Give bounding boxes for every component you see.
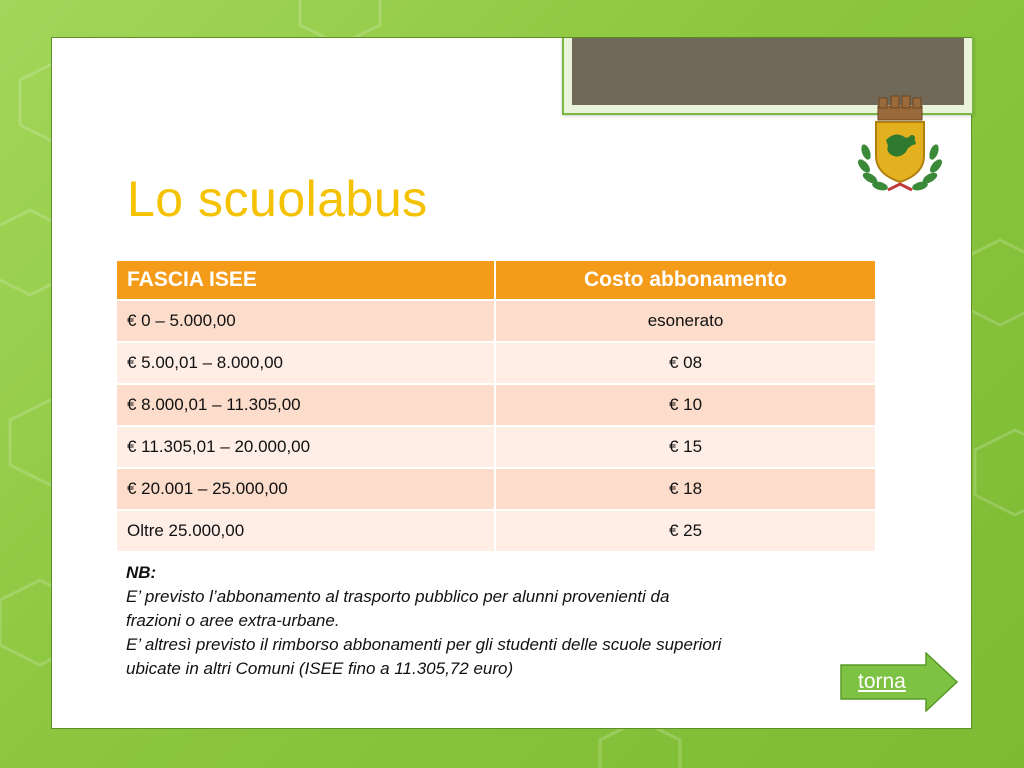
isee-fee-table <box>117 261 875 551</box>
isee-range-cell: € 11.305,01 – 20.000,00 <box>117 426 495 468</box>
note-line: frazioni o aree extra-urbane. <box>126 611 340 630</box>
isee-range-cell: Oltre 25.000,00 <box>117 510 495 551</box>
nb-note <box>126 561 896 681</box>
header-fascia-isee: FASCIA ISEE <box>117 261 495 300</box>
cost-cell: € 10 <box>495 384 875 426</box>
table-row <box>117 384 875 426</box>
table-row <box>117 300 875 342</box>
note-line: E’ previsto l’abbonamento al trasporto pubblico per alunni provenienti da <box>126 587 670 606</box>
cost-cell: € 15 <box>495 426 875 468</box>
table-row <box>117 426 875 468</box>
isee-range-cell: € 0 – 5.000,00 <box>117 300 495 342</box>
isee-range-cell: € 8.000,01 – 11.305,00 <box>117 384 495 426</box>
header-costo-abbonamento: Costo abbonamento <box>495 261 875 300</box>
isee-range-cell: € 20.001 – 25.000,00 <box>117 468 495 510</box>
table-row <box>117 342 875 384</box>
isee-range-cell: € 5.00,01 – 8.000,00 <box>117 342 495 384</box>
note-line: ubicate in altri Comuni (ISEE fino a 11.305,72 euro) <box>126 659 514 678</box>
cost-cell: esonerato <box>495 300 875 342</box>
cost-cell: € 08 <box>495 342 875 384</box>
slide-title: Lo scuolabus <box>127 171 428 227</box>
cost-cell: € 25 <box>495 510 875 551</box>
back-button-label: torna <box>858 670 906 693</box>
table-row <box>117 468 875 510</box>
table-header-row <box>117 261 875 300</box>
back-button[interactable] <box>840 652 958 712</box>
coat-of-arms-icon <box>852 94 948 198</box>
note-line: E’ altresì previsto il rimborso abbonamenti per gli studenti delle scuole superiori <box>126 635 722 654</box>
cost-cell: € 18 <box>495 468 875 510</box>
table-row <box>117 510 875 551</box>
nb-label: NB: <box>126 563 157 582</box>
